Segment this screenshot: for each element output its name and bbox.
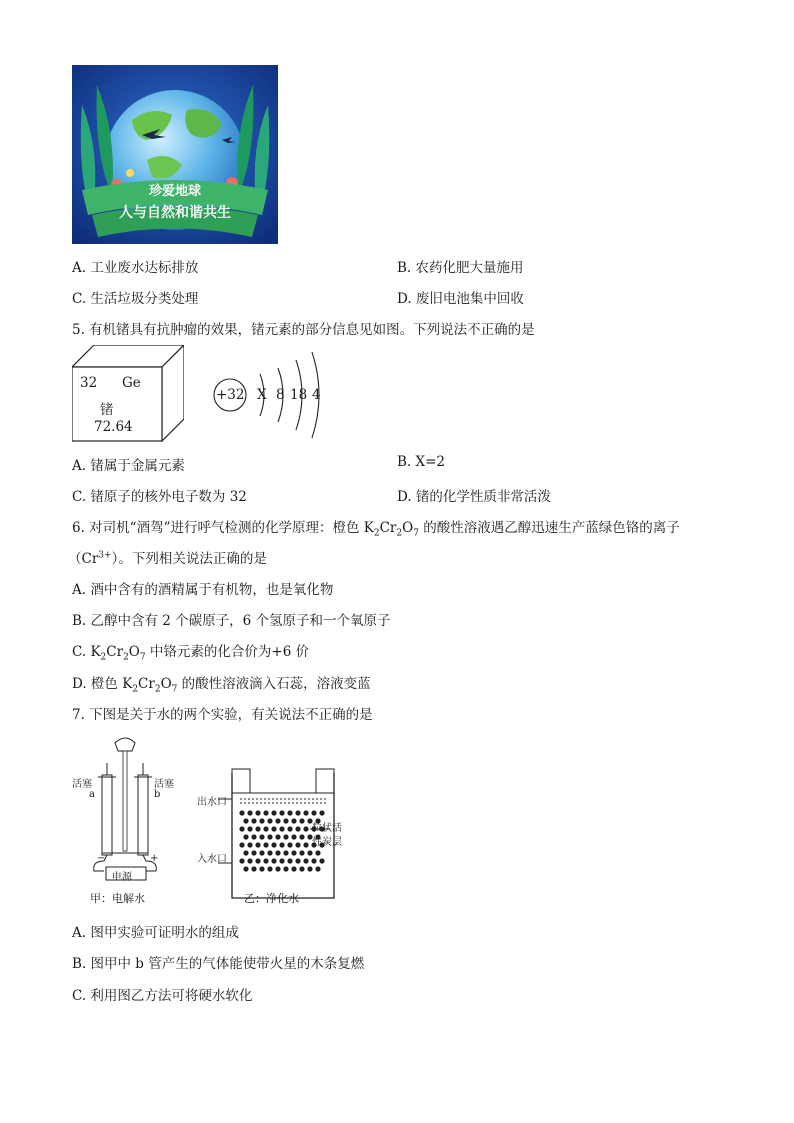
water-outlet-label: 出水口 (197, 797, 227, 808)
shell-2: 8 (276, 387, 285, 403)
earth-poster-image (72, 65, 278, 244)
q5-stem: 5. 有机锗具有抗肿瘤的效果，锗元素的部分信息见如图。下列说法不正确的是 (72, 322, 535, 338)
q4-option-a: A. 工业废水达标排放 (72, 260, 199, 276)
shell-3: 18 (290, 387, 308, 403)
electrolysis-caption: 甲：电解水 (90, 892, 145, 905)
q7-stem: 7. 下图是关于水的两个实验，有关说法不正确的是 (72, 707, 373, 723)
formula-k2cr2o7: $K_2Cr_2O_7$ (122, 676, 178, 695)
power-supply-label: 电源 (112, 872, 132, 883)
minus-terminal: − (97, 853, 106, 864)
element-cell-figure (72, 345, 184, 442)
water-inlet-label: 入水口 (197, 854, 227, 865)
right-valve-label: 活塞 (154, 779, 174, 790)
atom-structure-diagram (212, 350, 332, 440)
q5-option-a: A. 锗属于金属元素 (72, 458, 185, 474)
poster-title-line2: 人与自然和谐共生 (119, 205, 231, 221)
q6-stem-part-b: 的酸性溶液遇乙醇迅速生产蓝绿色铬的离子 (418, 520, 680, 536)
q4-option-c: C. 生活垃圾分类处理 (72, 291, 199, 307)
q6-option-c: C. $K_2Cr_2O_7$ 中铬元素的化合价为+6 价 (72, 644, 310, 663)
atomic-number: 32 (80, 375, 98, 391)
formula-k2cr2o7: $K_2Cr_2O_7$ (90, 644, 146, 663)
q5-option-c: C. 锗原子的核外电子数为 32 (72, 489, 247, 505)
formula-k2cr2o7: $K_2Cr_2O_7$ (363, 520, 419, 539)
element-name: 锗 (100, 402, 114, 418)
q6-stem-line1 (72, 516, 680, 539)
element-symbol: Ge (122, 375, 141, 391)
atomic-mass: 72.64 (94, 419, 133, 435)
q7-option-a: A. 图甲实验可证明水的组成 (72, 925, 239, 941)
shell-1: X (257, 387, 267, 403)
water-experiments-figure (72, 733, 352, 908)
q6-option-b: B. 乙醇中含有 2 个碳原子，6 个氢原子和一个氧原子 (72, 613, 391, 629)
nucleus-charge: +32 (216, 387, 245, 403)
q5-option-b: B. X=2 (397, 454, 446, 470)
q5-option-d: D. 锗的化学性质非常活泼 (397, 489, 551, 505)
shell-4: 4 (312, 387, 321, 403)
q6-option-a: A. 酒中含有的酒精属于有机物，也是氧化物 (72, 582, 334, 598)
carbon-layer-label-2: 性炭层 (312, 837, 342, 848)
poster-title-line1: 珍爱地球 (148, 184, 202, 199)
purification-caption: 乙：净化水 (244, 892, 299, 905)
left-valve-label: 活塞 (72, 779, 92, 790)
q7-option-b: B. 图甲中 b 管产生的气体能使带火星的木条复燃 (72, 956, 365, 972)
plus-terminal: + (150, 853, 159, 864)
q6-option-d: D. 橙色 $K_2Cr_2O_7$ 的酸性溶液滴入石蕊，溶液变蓝 (72, 676, 371, 695)
tube-a-label: a (89, 789, 95, 800)
q6-stem-line2: $(Cr^{3+})$。下列相关说法正确的是 (68, 550, 267, 567)
q4-option-d: D. 废旧电池集中回收 (397, 291, 524, 307)
carbon-layer-label-1: 粒状活 (312, 823, 342, 834)
tube-b-label: b (154, 789, 161, 800)
q7-option-c: C. 利用图乙方法可将硬水软化 (72, 988, 253, 1004)
q4-option-b: B. 农药化肥大量施用 (397, 260, 524, 276)
q6-stem-part-a: 6. 对司机“酒驾”进行呼气检测的化学原理：橙色 (72, 520, 364, 536)
